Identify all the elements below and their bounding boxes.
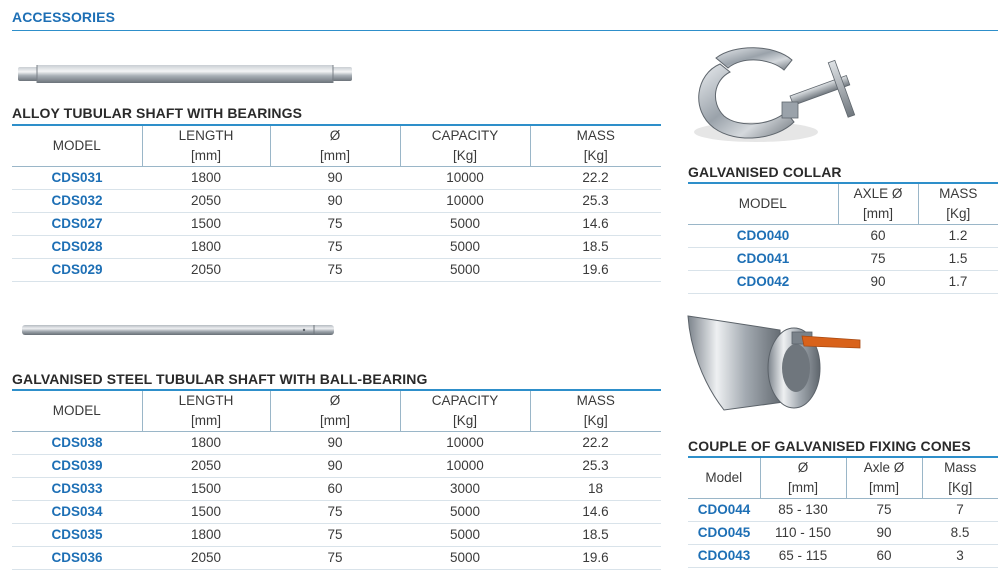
diameter-range-cell: 65 - 115	[760, 545, 846, 568]
diameter-cell: 90	[270, 455, 400, 478]
galvanised-collar-title: GALVANISED COLLAR	[688, 164, 842, 180]
col-unit-length: [mm]	[142, 146, 270, 167]
table-row	[12, 547, 661, 570]
col-header-axle-diameter: AXLE Ø	[838, 184, 918, 204]
table-row	[688, 225, 998, 248]
capacity-cell: 5000	[400, 524, 530, 547]
col-header-model: MODEL	[688, 184, 838, 225]
mass-cell: 1.5	[918, 248, 998, 271]
model-code: CDS039	[12, 455, 142, 478]
mass-cell: 1.2	[918, 225, 998, 248]
table-row	[12, 432, 661, 455]
capacity-cell: 10000	[400, 432, 530, 455]
page-title: ACCESSORIES	[12, 9, 116, 25]
mass-cell: 8.5	[922, 522, 998, 545]
axle-diameter-cell: 60	[846, 545, 922, 568]
col-unit-mass: [Kg]	[922, 478, 998, 499]
diameter-cell: 75	[270, 547, 400, 570]
col-header-mass: MASS	[530, 391, 661, 411]
capacity-cell: 10000	[400, 190, 530, 213]
diameter-cell: 75	[270, 213, 400, 236]
col-header-model: MODEL	[12, 126, 142, 167]
col-header-mass: MASS	[918, 184, 998, 204]
mass-cell: 14.6	[530, 213, 661, 236]
diameter-cell: 75	[270, 524, 400, 547]
capacity-cell: 5000	[400, 213, 530, 236]
table-row	[12, 501, 661, 524]
length-cell: 2050	[142, 259, 270, 282]
length-cell: 2050	[142, 455, 270, 478]
table-row	[12, 190, 661, 213]
diameter-range-cell: 110 - 150	[760, 522, 846, 545]
capacity-cell: 10000	[400, 167, 530, 190]
axle-diameter-cell: 75	[846, 499, 922, 522]
length-cell: 1500	[142, 213, 270, 236]
model-code: CDO045	[688, 522, 760, 545]
capacity-cell: 3000	[400, 478, 530, 501]
mass-cell: 18.5	[530, 236, 661, 259]
col-header-diameter: Ø	[760, 458, 846, 478]
model-code: CDS035	[12, 524, 142, 547]
mass-cell: 1.7	[918, 271, 998, 294]
mass-cell: 22.2	[530, 432, 661, 455]
mass-cell: 3	[922, 545, 998, 568]
model-code: CDO042	[688, 271, 838, 294]
col-header-length: LENGTH	[142, 391, 270, 411]
col-header-length: LENGTH	[142, 126, 270, 146]
model-code: CDS029	[12, 259, 142, 282]
diameter-cell: 60	[270, 478, 400, 501]
axle-diameter-cell: 60	[838, 225, 918, 248]
axle-diameter-cell: 90	[838, 271, 918, 294]
mass-cell: 14.6	[530, 501, 661, 524]
galvanised-collar-image	[690, 40, 876, 150]
length-cell: 1800	[142, 236, 270, 259]
model-code: CDO043	[688, 545, 760, 568]
capacity-cell: 5000	[400, 236, 530, 259]
mass-cell: 18	[530, 478, 661, 501]
fixing-cones-image	[684, 302, 866, 414]
galvanised-shaft-title: GALVANISED STEEL TUBULAR SHAFT WITH BALL-BEARING	[12, 371, 428, 387]
col-unit-axle-diameter: [mm]	[838, 204, 918, 225]
mass-cell: 22.2	[530, 167, 661, 190]
table-row	[688, 545, 998, 568]
col-unit-diameter: [mm]	[270, 146, 400, 167]
mass-cell: 7	[922, 499, 998, 522]
col-header-model: Model	[688, 458, 760, 499]
model-code: CDS033	[12, 478, 142, 501]
mass-cell: 18.5	[530, 524, 661, 547]
mass-cell: 25.3	[530, 190, 661, 213]
diameter-cell: 75	[270, 501, 400, 524]
col-unit-diameter: [mm]	[760, 478, 846, 499]
table-row	[688, 248, 998, 271]
galvanised-collar-table	[688, 184, 998, 294]
model-code: CDS032	[12, 190, 142, 213]
model-code: CDS028	[12, 236, 142, 259]
mass-cell: 19.6	[530, 259, 661, 282]
col-unit-diameter: [mm]	[270, 411, 400, 432]
length-cell: 2050	[142, 190, 270, 213]
col-unit-length: [mm]	[142, 411, 270, 432]
model-code: CDO044	[688, 499, 760, 522]
col-header-capacity: CAPACITY	[400, 391, 530, 411]
diameter-cell: 90	[270, 167, 400, 190]
capacity-cell: 5000	[400, 547, 530, 570]
col-header-mass: Mass	[922, 458, 998, 478]
capacity-cell: 10000	[400, 455, 530, 478]
table-row	[688, 522, 998, 545]
mass-cell: 25.3	[530, 455, 661, 478]
capacity-cell: 5000	[400, 501, 530, 524]
length-cell: 1800	[142, 432, 270, 455]
model-code: CDS036	[12, 547, 142, 570]
col-unit-axle-diameter: [mm]	[846, 478, 922, 499]
table-row	[688, 271, 998, 294]
model-code: CDO041	[688, 248, 838, 271]
diameter-cell: 90	[270, 190, 400, 213]
table-row	[12, 259, 661, 282]
table-row	[12, 478, 661, 501]
col-unit-mass: [Kg]	[918, 204, 998, 225]
alloy-shaft-title: ALLOY TUBULAR SHAFT WITH BEARINGS	[12, 105, 303, 121]
fixing-cones-title: COUPLE OF GALVANISED FIXING CONES	[688, 438, 971, 454]
length-cell: 1800	[142, 167, 270, 190]
table-row	[688, 499, 998, 522]
table-row	[12, 455, 661, 478]
diameter-cell: 75	[270, 236, 400, 259]
col-unit-capacity: [Kg]	[400, 146, 530, 167]
diameter-cell: 75	[270, 259, 400, 282]
model-code: CDS027	[12, 213, 142, 236]
length-cell: 2050	[142, 547, 270, 570]
fixing-cones-table	[688, 458, 998, 568]
length-cell: 1500	[142, 478, 270, 501]
alloy-shaft-image	[18, 62, 352, 86]
table-row	[12, 167, 661, 190]
galvanised-shaft-image	[22, 323, 334, 337]
table-row	[12, 524, 661, 547]
col-unit-capacity: [Kg]	[400, 411, 530, 432]
model-code: CDS031	[12, 167, 142, 190]
axle-diameter-cell: 90	[846, 522, 922, 545]
length-cell: 1500	[142, 501, 270, 524]
col-header-axle-diameter: Axle Ø	[846, 458, 922, 478]
capacity-cell: 5000	[400, 259, 530, 282]
col-header-model: MODEL	[12, 391, 142, 432]
col-header-capacity: CAPACITY	[400, 126, 530, 146]
galvanised-shaft-table	[12, 391, 661, 570]
col-header-diameter: Ø	[270, 391, 400, 411]
header-rule	[12, 30, 998, 31]
axle-diameter-cell: 75	[838, 248, 918, 271]
diameter-range-cell: 85 - 130	[760, 499, 846, 522]
length-cell: 1800	[142, 524, 270, 547]
table-row	[12, 236, 661, 259]
model-code: CDS038	[12, 432, 142, 455]
mass-cell: 19.6	[530, 547, 661, 570]
col-header-diameter: Ø	[270, 126, 400, 146]
diameter-cell: 90	[270, 432, 400, 455]
col-header-mass: MASS	[530, 126, 661, 146]
col-unit-mass: [Kg]	[530, 146, 661, 167]
alloy-shaft-table	[12, 126, 661, 282]
model-code: CDO040	[688, 225, 838, 248]
model-code: CDS034	[12, 501, 142, 524]
table-row	[12, 213, 661, 236]
col-unit-mass: [Kg]	[530, 411, 661, 432]
